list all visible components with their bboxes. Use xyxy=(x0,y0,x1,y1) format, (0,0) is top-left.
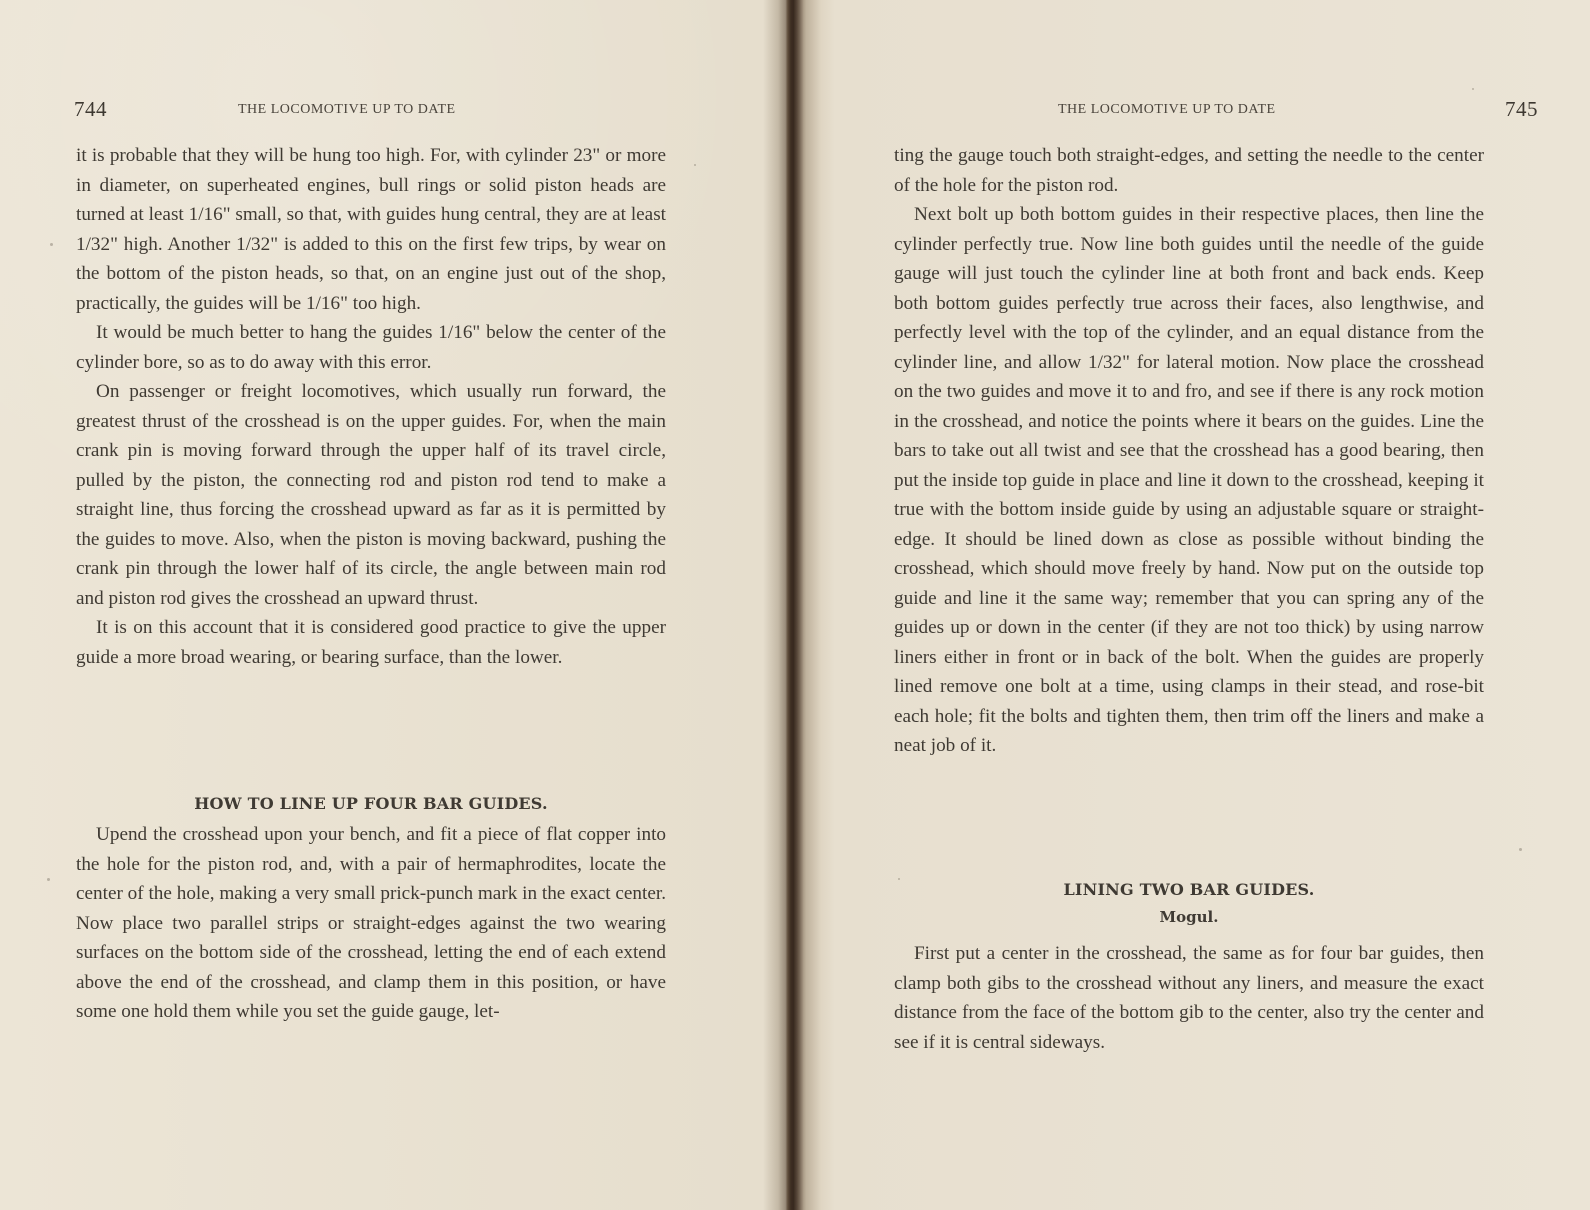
right-page-number: 745 xyxy=(1505,97,1538,121)
right-page xyxy=(793,0,1590,1210)
left-paragraph-4: It is on this account that it is considered good practice to give the upper guide a more broad wearing, or bearing surface, than the lower. xyxy=(76,617,666,668)
left-paragraph-3: On passenger or freight locomotives, which usually run forward, the greatest thrust of the crosshead is on the upper guides. For, when the main crank pin is moving forward through the upper half of its travel circle, pulled by the piston, the connecting rod and piston rod tend to make a straight line, thus forcing the crosshead upward as far as it is permitted by the guides to move. Also, when the piston is moving backward, pushing the crank pin through the lower half of its circle, the angle between main rod and piston rod gives the crosshead an upward thrust. xyxy=(76,381,666,609)
right-main-text xyxy=(894,141,1484,761)
left-running-title: THE LOCOMOTIVE UP TO DATE xyxy=(238,102,456,117)
right-paragraph-2: Next bolt up both bottom guides in their respective places, then line the cylinder perfectly true. Now line both guides until the needle of the guide gauge will just touch the cylinder line at both front and back ends. Keep both bottom guides perfectly true across their faces, also lengthwise, and perfectly level with the top of the cylinder, and an equal distance from the cylinder line, and allow 1/32" for lateral motion. Now place the crosshead on the two guides and move it to and fro, and see if there is any rock motion in the crosshead, and notice the points where it bears on the guides. Line the bars to take out all twist and see that the crosshead has a good bearing, then put the inside top guide in place and line it down to the crosshead, keeping it true with the bottom inside guide by using an adjustable square or straight-edge. It should be lined down as close as possible without binding the crosshead, which should move freely by hand. Now put on the outside top guide and line it the same way; remember that you can spring any of the guides up or down in the center (if they are not too thick) by using narrow liners either in front or in back of the bolt. When the guides are properly lined remove one bolt at a time, using clamps in their stead, and rose-bit each hole; fit the bolts and tighten them, then trim off the liners and make a neat job of it. xyxy=(894,204,1484,756)
right-running-title: THE LOCOMOTIVE UP TO DATE xyxy=(1058,102,1276,117)
right-section-paragraph: First put a center in the crosshead, the same as for four bar guides, then clamp both gibs to the crosshead without any liners, and measure the exact distance from the face of the bottom gib to the center, also try the center and see if it is central sideways. xyxy=(894,943,1484,1053)
mogul-subheading: Mogul. xyxy=(1159,908,1219,926)
left-page xyxy=(0,0,780,1210)
left-page-header xyxy=(74,97,674,124)
left-paragraph-1: it is probable that they will be hung too high. For, with cylinder 23" or more in diameter, on superheated engines, bull rings or solid piston heads are turned at least 1/16" small, so that, with guides hung central, they are at least 1/32" high. Another 1/32" is added to this on the first few trips, by wear on the bottom of the piston heads, so that, on an engine just out of the shop, practically, the guides will be 1/16" too high. xyxy=(76,145,666,314)
two-bar-guides-text xyxy=(894,939,1484,1057)
left-paragraph-2: It would be much better to hang the guides 1/16" below the center of the cylinder bore, so as to do away with this error. xyxy=(76,322,666,373)
left-main-text xyxy=(76,141,666,672)
two-bar-guides-heading: LINING TWO BAR GUIDES. xyxy=(1063,880,1315,899)
left-section-paragraph: Upend the crosshead upon your bench, and fit a piece of flat copper into the hole for the piston rod, and, with a pair of hermaphrodites, locate the center of the hole, making a very small prick-punch mark in the exact center. Now place two parallel strips or straight-edges against the two wearing surfaces on the bottom side of the crosshead, letting the end of each extend above the end of the crosshead, and clamp them in this position, or have some one hold them while you set the guide gauge, let- xyxy=(76,824,666,1022)
left-page-number: 744 xyxy=(74,97,107,121)
right-paragraph-1: ting the gauge touch both straight-edges, and setting the needle to the center of the hole for the piston rod. xyxy=(894,145,1484,196)
four-bar-guides-text xyxy=(76,820,666,1027)
right-page-header xyxy=(1058,97,1558,124)
four-bar-guides-heading: HOW TO LINE UP FOUR BAR GUIDES. xyxy=(194,794,548,813)
